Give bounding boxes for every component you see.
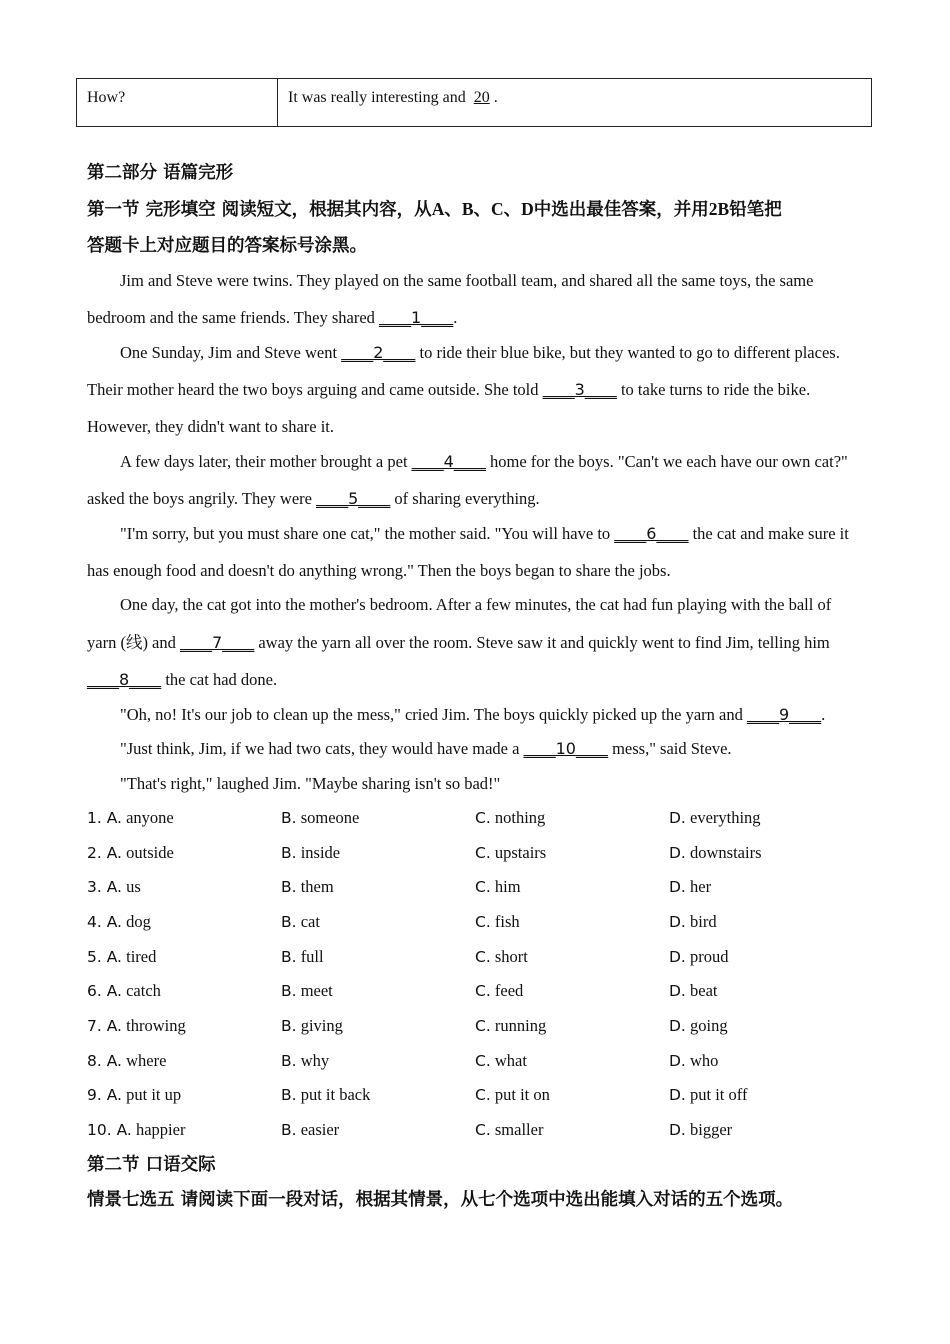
option-text: feed — [494, 981, 524, 1001]
option-a — [87, 877, 141, 897]
table-row — [77, 79, 872, 127]
option-b — [281, 1051, 329, 1071]
option-label: B. — [281, 809, 297, 827]
option-b — [281, 1016, 343, 1036]
option-a — [87, 912, 151, 932]
option-text: them — [300, 877, 334, 897]
option-text: upstairs — [494, 842, 547, 862]
option-label: D. — [669, 1086, 686, 1105]
blank-1: ____1____ — [379, 308, 454, 327]
option-c — [475, 947, 528, 967]
option-label: 4. A. — [87, 912, 122, 931]
blank-6: ____6____ — [614, 524, 689, 543]
option-a — [87, 808, 174, 828]
option-text: dog — [126, 911, 151, 931]
option-label: C. — [475, 809, 491, 827]
option-text: meet — [300, 981, 333, 1001]
option-a — [87, 1016, 186, 1036]
option-d — [669, 877, 711, 897]
option-text: put it up — [126, 1085, 182, 1105]
option-label: C. — [475, 982, 491, 1001]
option-text: cat — [300, 911, 320, 931]
passage-line: A few days later, their mother brought a pet ____4____ home for the boys. "Can't we each have our own cat?" — [120, 452, 848, 471]
option-label: B. — [281, 843, 297, 862]
option-text: happier — [135, 1119, 186, 1139]
passage-line: One Sunday, Jim and Steve went ____2____ to ride their blue bike, but they wanted to go to different places. — [120, 343, 840, 362]
option-label: B. — [281, 912, 297, 931]
option-row — [87, 1051, 887, 1073]
option-label: 2. A. — [87, 843, 122, 862]
option-label: C. — [475, 843, 491, 862]
passage-line: yarn (线) and ____7____ away the yarn all over the room. Steve saw it and quickly went to find Jim, telling him — [87, 633, 830, 652]
option-text: short — [494, 946, 528, 966]
option-d — [669, 947, 729, 967]
option-row — [87, 877, 887, 899]
section-title: 第二部分 语篇完形 — [87, 163, 234, 183]
blank-20: 20 — [473, 89, 490, 106]
blank-4: ____4____ — [411, 452, 486, 471]
option-a — [87, 947, 156, 967]
option-row — [87, 1016, 887, 1038]
option-d — [669, 1120, 732, 1140]
option-text: proud — [690, 946, 729, 966]
option-label: C. — [475, 1120, 491, 1139]
option-a — [87, 1120, 185, 1140]
option-row — [87, 912, 887, 934]
option-text: fish — [494, 911, 520, 931]
option-text: who — [690, 1050, 719, 1070]
blank-8: ____8____ — [87, 670, 162, 689]
option-label: B. — [281, 1051, 297, 1070]
option-text: bigger — [690, 1119, 733, 1139]
option-text: everything — [690, 808, 761, 827]
option-c — [475, 981, 523, 1001]
option-label: D. — [669, 1051, 686, 1070]
option-row — [87, 843, 887, 865]
option-label: B. — [281, 947, 297, 966]
option-label: 5. A. — [87, 947, 122, 966]
option-text: where — [126, 1050, 167, 1070]
passage-line: asked the boys angrily. They were ____5____ of sharing everything. — [87, 489, 540, 508]
option-label: D. — [669, 1120, 686, 1139]
option-b — [281, 1085, 370, 1105]
blank-9: ____9____ — [746, 705, 822, 724]
option-d — [669, 1085, 747, 1105]
option-b — [281, 1120, 339, 1140]
blank-2: ____2____ — [341, 343, 416, 362]
option-text: nothing — [494, 808, 546, 827]
passage-line: "Just think, Jim, if we had two cats, they would have made a ____10____ mess," said Steve. — [120, 739, 732, 758]
option-label: 8. A. — [87, 1051, 122, 1070]
option-label: 10. A. — [87, 1120, 132, 1139]
option-b — [281, 843, 340, 863]
option-row — [87, 981, 887, 1003]
option-row — [87, 947, 887, 969]
option-label: B. — [281, 1086, 297, 1105]
option-row — [87, 808, 887, 830]
option-label: D. — [669, 982, 686, 1001]
option-text: outside — [126, 842, 174, 862]
blank-5: ____5____ — [316, 489, 391, 508]
option-text: throwing — [126, 1015, 186, 1035]
option-c — [475, 1051, 527, 1071]
option-text: beat — [690, 981, 718, 1001]
option-row — [87, 1120, 887, 1142]
passage-line: Jim and Steve were twins. They played on the same football team, and shared all the same toys, the same — [120, 271, 814, 290]
option-b — [281, 981, 333, 1001]
option-label: C. — [475, 947, 491, 966]
blank-7: ____7____ — [180, 633, 255, 652]
option-text: her — [690, 877, 712, 897]
option-a — [87, 843, 174, 863]
option-text: catch — [126, 981, 161, 1001]
option-label: C. — [475, 912, 491, 931]
option-label: 3. A. — [87, 878, 122, 897]
option-b — [281, 912, 320, 932]
option-label: D. — [669, 843, 686, 862]
blank-3: ____3____ — [542, 380, 617, 399]
option-label: C. — [475, 1086, 491, 1105]
section-instruction-line2: 答题卡上对应题目的答案标号涂黑。 — [87, 236, 367, 256]
option-label: D. — [669, 809, 686, 827]
passage-line: bedroom and the same friends. They shared ____1____. — [87, 308, 458, 327]
option-text: put it back — [300, 1085, 371, 1105]
option-c — [475, 912, 520, 932]
option-a — [87, 1085, 181, 1105]
answer-table — [76, 78, 872, 127]
option-a — [87, 981, 161, 1001]
option-d — [669, 1051, 718, 1071]
blank-10: ____10____ — [523, 739, 608, 758]
passage-line: has enough food and doesn't do anything wrong." Then the boys began to share the jobs. — [87, 561, 671, 580]
option-d — [669, 1016, 728, 1036]
option-label: C. — [475, 1051, 491, 1070]
option-label: 6. A. — [87, 982, 122, 1001]
option-c — [475, 808, 545, 828]
option-label: D. — [669, 1016, 686, 1035]
option-text: put it off — [690, 1085, 748, 1105]
section-title-2: 第二节 口语交际 — [87, 1155, 216, 1175]
section-instruction-2: 情景七选五 请阅读下面一段对话，根据其情景，从七个选项中选出能填入对话的五个选项。 — [87, 1190, 794, 1210]
option-text: easier — [300, 1119, 340, 1139]
option-text: going — [690, 1015, 728, 1035]
section-instruction: 第一节 完形填空 阅读短文，根据其内容，从A、B、C、D中选出最佳答案，并用2B铅笔把 — [87, 199, 782, 220]
option-text: him — [494, 877, 521, 897]
passage-line: "I'm sorry, but you must share one cat," the mother said. "You will have to ____6____ the cat and make sure it — [120, 524, 849, 543]
option-label: B. — [281, 1120, 297, 1139]
option-text: tired — [126, 946, 157, 966]
table-row-text: It was really interesting and 20 . — [278, 79, 872, 127]
option-row — [87, 1085, 887, 1107]
option-text: bird — [690, 911, 717, 931]
option-d — [669, 808, 761, 828]
option-text: anyone — [126, 808, 174, 827]
option-d — [669, 981, 717, 1001]
option-label: C. — [475, 878, 491, 897]
option-c — [475, 1085, 550, 1105]
option-text: why — [300, 1050, 330, 1070]
passage-line: One day, the cat got into the mother's bedroom. After a few minutes, the cat had fun playing with the ball of — [120, 595, 832, 614]
option-text: what — [494, 1050, 527, 1070]
passage-line: However, they didn't want to share it. — [87, 417, 335, 436]
option-text: giving — [300, 1015, 343, 1035]
option-c — [475, 843, 546, 863]
option-label: 9. A. — [87, 1086, 122, 1105]
option-label: C. — [475, 1016, 491, 1035]
option-text: us — [126, 877, 141, 897]
option-label: 1. A. — [87, 809, 122, 827]
option-text: full — [300, 946, 324, 966]
option-label: D. — [669, 912, 686, 931]
passage-line: ____8____ the cat had done. — [87, 670, 278, 689]
option-text: inside — [300, 842, 341, 862]
passage-line: "That's right," laughed Jim. "Maybe sharing isn't so bad!" — [120, 774, 501, 793]
option-b — [281, 877, 334, 897]
option-d — [669, 912, 717, 932]
table-row-label: How? — [77, 79, 278, 127]
option-label: D. — [669, 947, 686, 966]
option-a — [87, 1051, 166, 1071]
option-text: downstairs — [690, 842, 762, 862]
option-c — [475, 1016, 546, 1036]
option-label: B. — [281, 1016, 297, 1035]
option-text: smaller — [494, 1119, 544, 1139]
passage-line: Their mother heard the two boys arguing and came outside. She told ____3____ to take turns to ride the bike. — [87, 380, 811, 399]
option-b — [281, 947, 324, 967]
option-b — [281, 808, 359, 828]
option-label: B. — [281, 878, 297, 897]
option-label: B. — [281, 982, 297, 1001]
option-label: D. — [669, 878, 686, 897]
option-label: 7. A. — [87, 1016, 122, 1035]
option-c — [475, 1120, 543, 1140]
option-text: put it on — [494, 1085, 550, 1105]
passage-line: "Oh, no! It's our job to clean up the mess," cried Jim. The boys quickly picked up the yarn and ____9____. — [120, 705, 826, 724]
option-text: someone — [300, 808, 360, 827]
option-text: running — [494, 1015, 547, 1035]
option-d — [669, 843, 762, 863]
option-c — [475, 877, 521, 897]
